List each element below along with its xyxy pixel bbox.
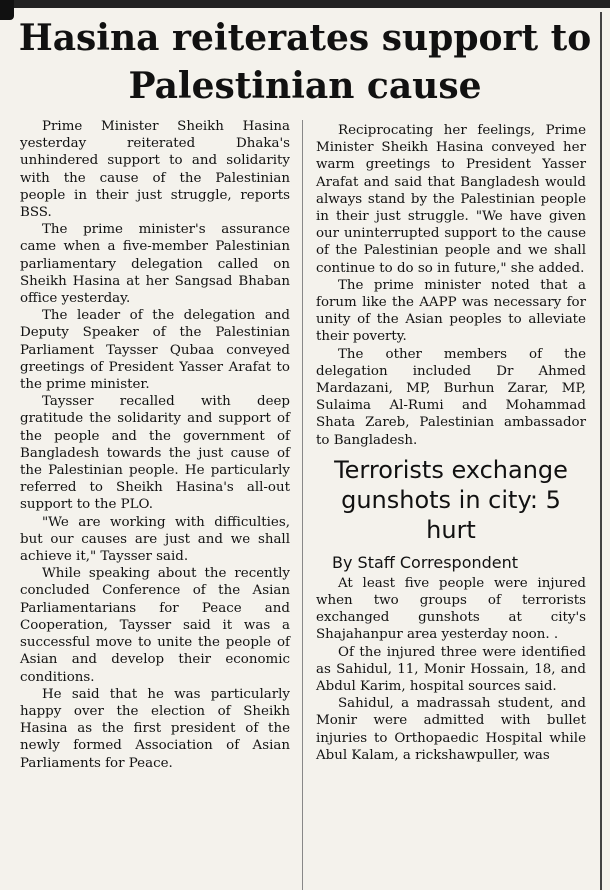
- second-article-headline: Terrorists exchange gunshots in city: 5 hurt: [334, 455, 568, 544]
- article-paragraph: At least five people were injured when two groups of terrorists exchanged gunshots at city's Shajahanpur area yesterday noon. .: [316, 575, 586, 643]
- article-paragraph: "We are working with difficulties, but our causes are just and we shall achieve it," Taysser said.: [20, 514, 290, 565]
- article-paragraph: The prime minister noted that a forum like the AAPP was necessary for unity of the Asian peoples to alleviate their poverty.: [316, 277, 586, 345]
- article-paragraph: The other members of the delegation included Dr Ahmed Mardazani, MP, Burhun Zarar, MP, Sulaima Al-Rumi and Mohammad Shata Zareb, Palestinian ambassador to Bangladesh.: [316, 346, 586, 448]
- article-paragraph: While speaking about the recently concluded Conference of the Asian Parliamentarians for Peace and Cooperation, Taysser said it was a successful move to unite the people of Asian and develop their economic conditions.: [20, 566, 290, 685]
- article-paragraph: Taysser recalled with deep gratitude the solidarity and support of the people and the government of Bangladesh towards the just cause of the Palestinian people. He particularly referred to Sheikh Hasina's all-out support to the PLO.: [20, 394, 290, 513]
- article-paragraph: The prime minister's assurance came when a five-member Palestinian parliamentary delegation called on Sheikh Hasina at her Sangsad Bhaban office yesterday.: [20, 222, 290, 307]
- byline: By Staff Correspondent: [332, 552, 519, 572]
- top-rule: [0, 0, 610, 8]
- article-paragraph: Reciprocating her feelings, Prime Minister Sheikh Hasina conveyed her warm greetings to President Yasser Arafat and said that Bangladesh would always stand by the Palestinian people in their just struggle. "We have given our uninterrupted support to the cause of the Palestinian people and we shall continue to do so in future," she added.: [316, 123, 586, 276]
- left-column: [20, 118, 290, 772]
- main-headline: Hasina reiterates support to Palestinian cause: [18, 17, 592, 107]
- column-divider: [302, 120, 303, 890]
- article-paragraph: Sahidul, a madrassah student, and Monir were admitted with bullet injuries to Orthopaedic Hospital while Abul Kalam, a rickshawpuller, was: [316, 696, 586, 763]
- article-paragraph: The leader of the delegation and Deputy Speaker of the Palestinian Parliament Taysser Qubaa conveyed greetings of President Yasser Arafat to the prime minister.: [20, 308, 290, 393]
- right-column-rule: [600, 12, 602, 890]
- article-paragraph: Prime Minister Sheikh Hasina yesterday reiterated Dhaka's unhindered support to and solidarity with the cause of the Palestinian people in their just struggle, reports BSS.: [20, 119, 290, 221]
- right-column: [316, 122, 586, 764]
- article-paragraph: He said that he was particularly happy over the election of Sheikh Hasina as the first president of the newly formed Association of Asian Parliaments for Peace.: [20, 686, 290, 771]
- article-paragraph: Of the injured three were identified as Sahidul, 11, Monir Hossain, 18, and Abdul Karim, hospital sources said.: [316, 644, 586, 695]
